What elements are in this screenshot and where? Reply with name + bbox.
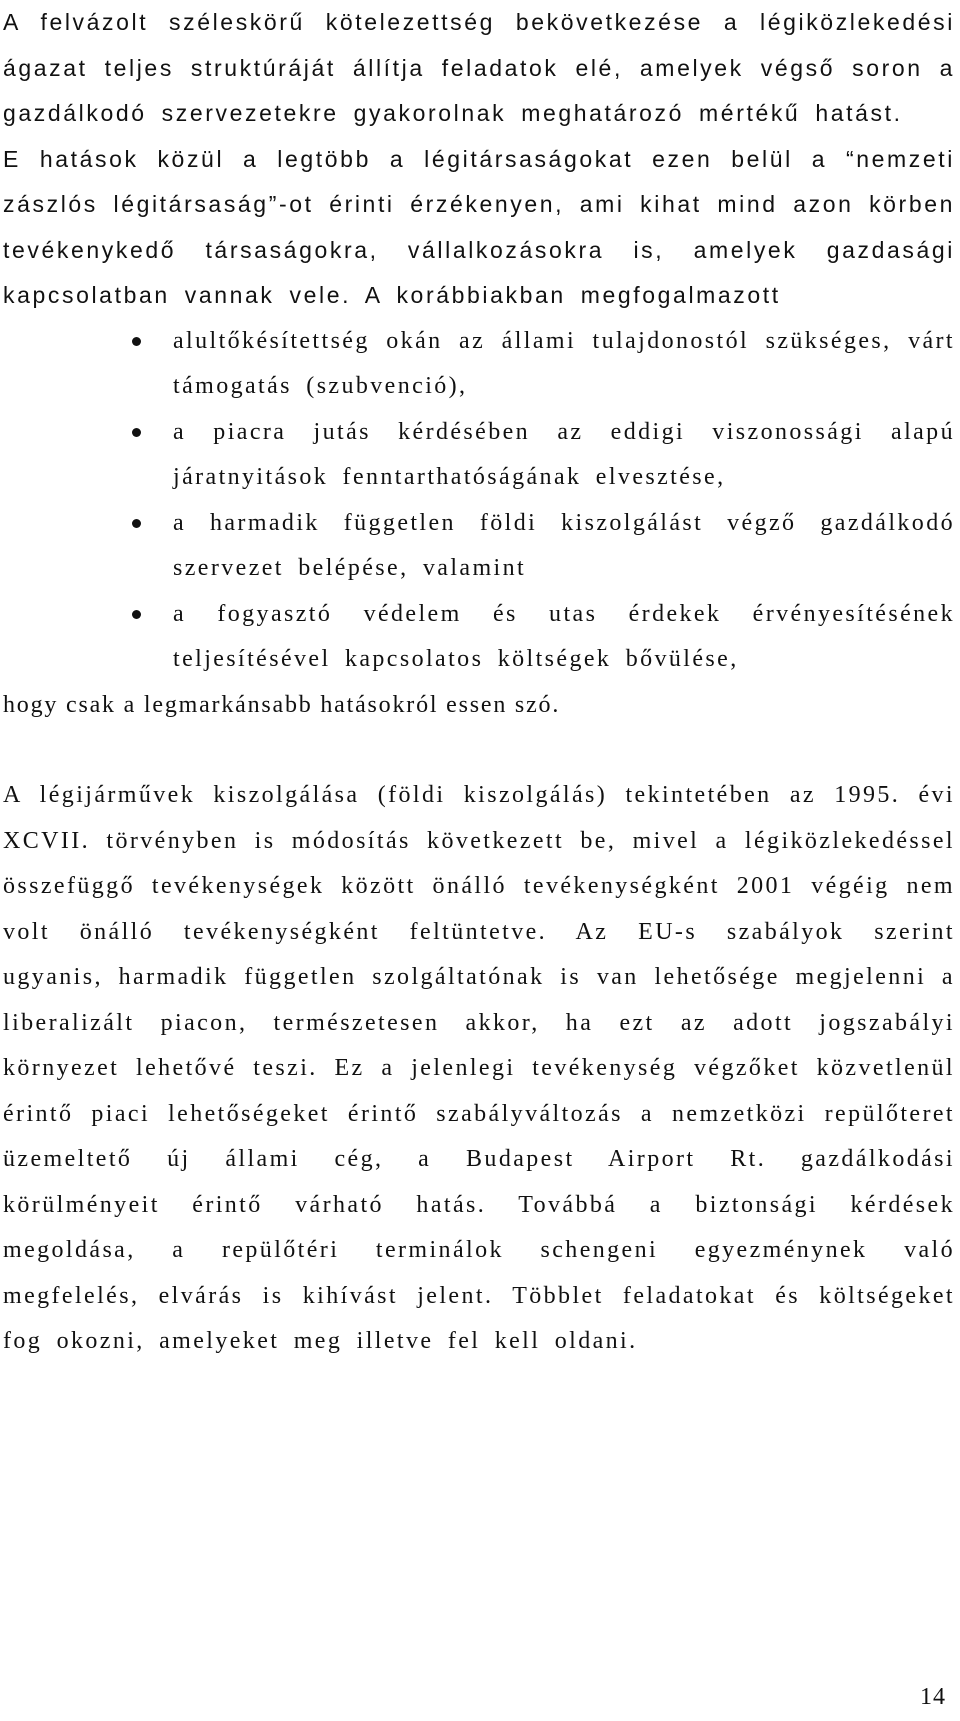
bullet-item [173,592,955,683]
bullet-icon [132,428,141,437]
bullet-icon [132,337,141,346]
bullet-icon [132,610,141,619]
bullet-text: a fogyasztó védelem és utas érdekek érvényesítésének teljesítésével kapcsolatos költségek bővülése, [173,600,955,672]
document-page [3,0,955,1365]
paragraph-after-bullets: hogy csak a legmarkánsabb hatásokról essen szó. [3,691,561,718]
paragraph-effects: E hatások közül a legtöbb a légitársaságokat ezen belül a “nemzeti zászlós légitársaság”-ot érinti érzékenyen, ami kihat mind azon körben tevékenykedő társaságokra, vállalkozásokra is, amelyek gazdasági kapcsolatban vannak vele. A korábbiakban megfogalmazott [3,145,955,308]
bullet-item [173,410,955,501]
bullet-icon [132,519,141,528]
bullet-item [173,319,955,410]
paragraph-ground-handling: A légijárművek kiszolgálása (földi kiszolgálás) tekintetében az 1995. évi XCVII. törvényben is módosítás következett be, mivel a légiközlekedéssel összefüggő tevékenységek között önálló tevékenységként 2001 végéig nem volt önálló tevékenységként feltüntetve. Az EU-s szabályok szerint ugyanis, harmadik független szolgáltatónak is van lehetősége megjelenni a liberalizált piacon, természetesen akkor, ha ezt az adott jogszabályi környezet lehetővé teszi. Ez a jelenlegi tevékenység végzőket közvetlenül érintő piaci lehetőségeket érintő szabályváltozás a nemzetközi repülőteret üzemeltető új állami cég, a Budapest Airport Rt. gazdálkodási körülményeit érintő várható hatás. Továbbá a biztonsági kérdések megoldása, a repülőtéri terminálok schengeni egyezménynek való megfelelés, elvárás is kihívást jelent. Többlet feladatokat és költségeket fog okozni, amelyeket meg illetve fel kell oldani. [3,782,955,1354]
effects-bullet-list [3,319,955,683]
paragraph-intro: A felvázolt széleskörű kötelezettség bekövetkezése a légiközlekedési ágazat teljes struktúráját állítja feladatok elé, amelyek végső soron a gazdálkodó szervezetekre gyakorolnak meghatározó mértékű hatást. [3,9,955,126]
bullet-text: a harmadik független földi kiszolgálást végző gazdálkodó szervezet belépése, valamint [173,509,955,581]
bullet-text: alultőkésítettség okán az állami tulajdonostól szükséges, várt támogatás (szubvenció), [173,327,955,399]
paragraph-spacer [3,728,955,773]
page-number: 14 [920,1684,946,1710]
bullet-item [173,501,955,592]
bullet-text: a piacra jutás kérdésében az eddigi viszonossági alapú járatnyitások fenntarthatóságának elvesztése, [173,418,955,490]
